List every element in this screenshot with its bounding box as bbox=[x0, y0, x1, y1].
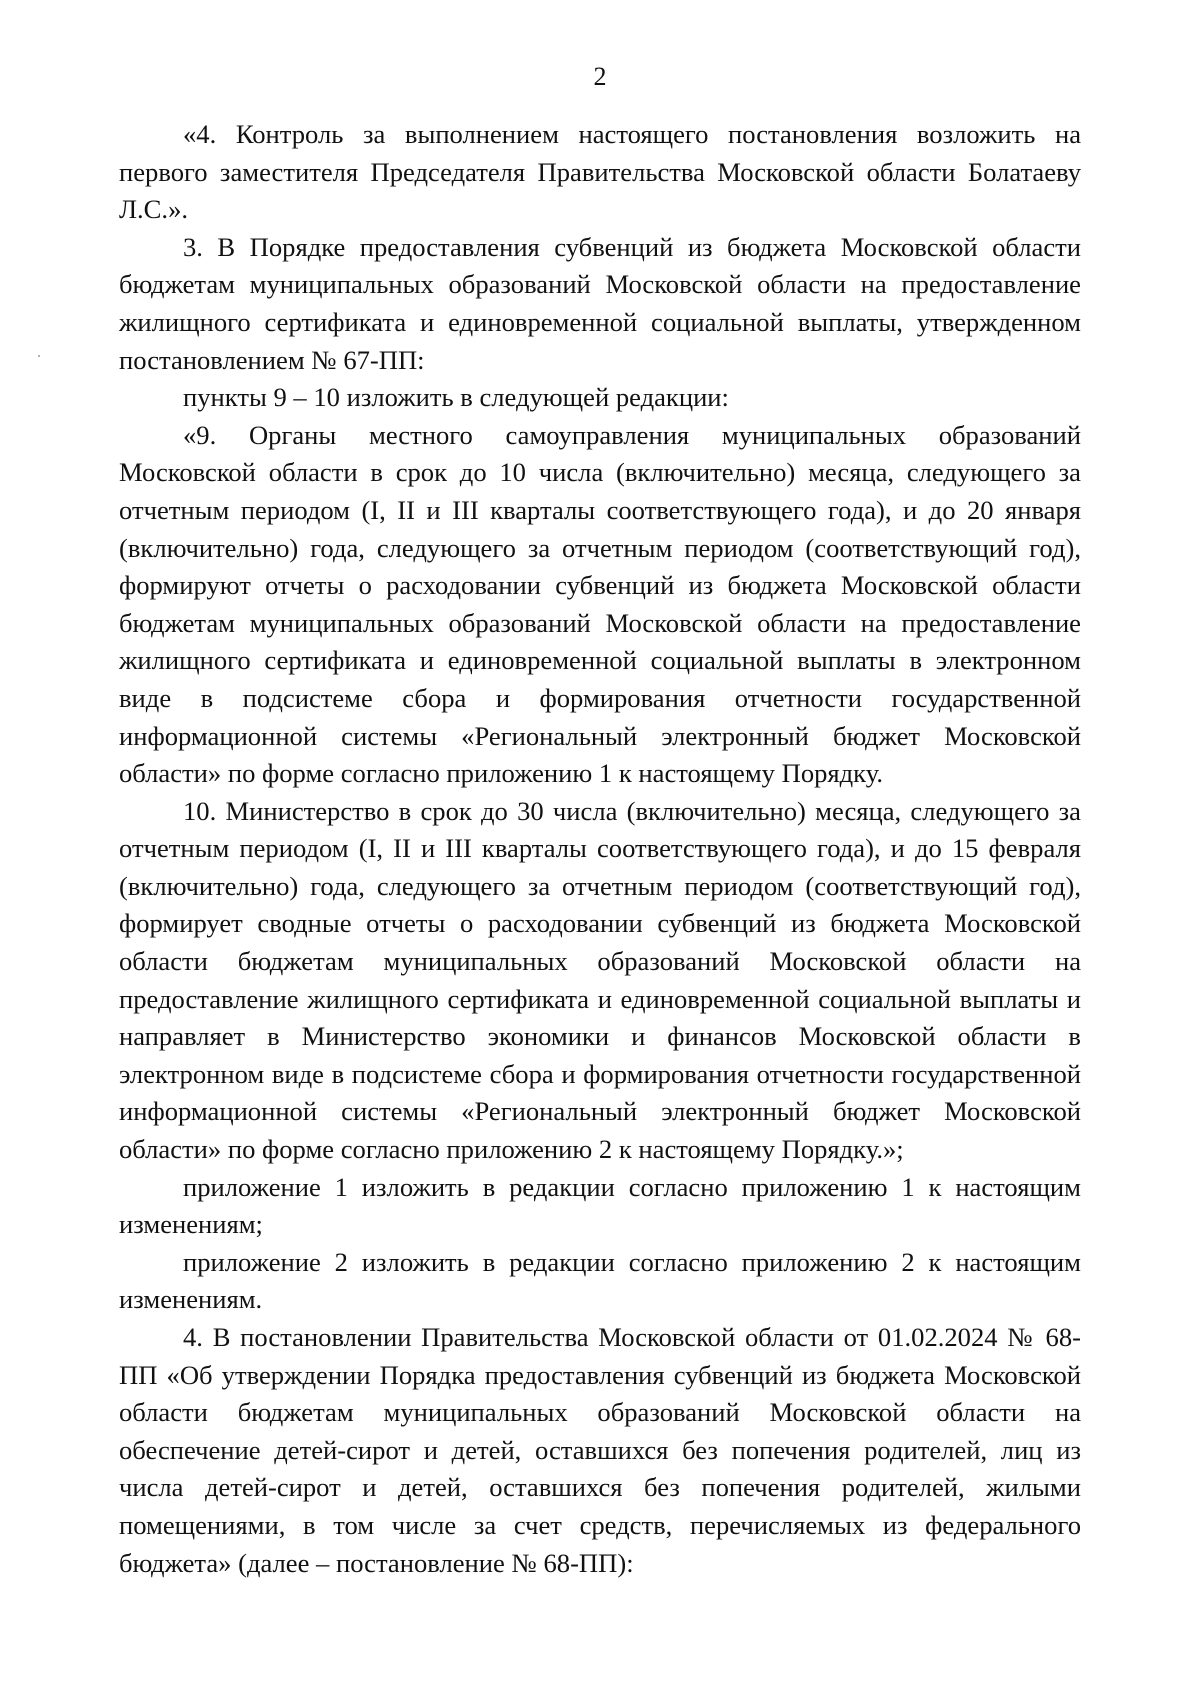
paragraph-appendix-1: приложение 1 изложить в редакции согласно приложению 1 к настоящим изменениям; bbox=[119, 1171, 1081, 1240]
paragraph-control-clause: «4. Контроль за выполнением настоящего постановления возложить на первого заместителя Председателя Правительства Московской области Болатаеву Л.С.». bbox=[119, 119, 1081, 225]
paragraph-points-9-10-intro: пункты 9 – 10 изложить в следующей редакции: bbox=[183, 382, 729, 413]
scan-speck bbox=[38, 355, 40, 357]
paragraph-point-9: «9. Органы местного самоуправления муниципальных образований Московской области в срок до 10 числа (включительно) месяца, следующего за отчетным периодом (I, II и III кварталы соответствующего года), и до 20 января (включительно) года, следующего за отчетным периодом (соответствующий год), формируют отчеты о расходовании субвенций из бюджета Московской области бюджетам муниципальных образований Московской области на предоставление жилищного сертификата и единовременной социальной выплаты в электронном виде в подсистеме сбора и формирования отчетности государственной информационной системы «Региональный электронный бюджет Московской области» по форме согласно приложению 1 к настоящему Порядку. bbox=[119, 419, 1081, 789]
paragraph-appendix-2: приложение 2 изложить в редакции согласно приложению 2 к настоящим изменениям. bbox=[119, 1246, 1081, 1315]
paragraph-item-4: 4. В постановлении Правительства Московской области от 01.02.2024 № 68-ПП «Об утверждении Порядка предоставления субвенций из бюджета Московской области бюджетам муниципальных образований Московской области на обеспечение детей-сирот и детей, оставшихся без попечения родителей, лиц из числа детей-сирот и детей, оставшихся без попечения родителей, жилыми помещениями, в том числе за счет средств, перечисляемых из федерального бюджета» (далее – постановление № 68-ПП): bbox=[119, 1322, 1081, 1578]
document-body bbox=[119, 116, 1081, 1582]
page-number: 2 bbox=[593, 62, 607, 91]
paragraph-item-3: 3. В Порядке предоставления субвенций из бюджета Московской области бюджетам муниципальных образований Московской области на предоставление жилищного сертификата и единовременной социальной выплаты, утвержденном постановлением № 67-ПП: bbox=[119, 231, 1081, 375]
paragraph-point-10: 10. Министерство в срок до 30 числа (включительно) месяца, следующего за отчетным периодом (I, II и III кварталы соответствующего года), и до 15 февраля (включительно) года, следующего за отчетным периодом (соответствующий год), формирует сводные отчеты о расходовании субвенций из бюджета Московской области бюджетам муниципальных образований Московской области на предоставление жилищного сертификата и единовременной социальной выплаты и направляет в Министерство экономики и финансов Московской области в электронном виде в подсистеме сбора и формирования отчетности государственной информационной системы «Региональный электронный бюджет Московской области» по форме согласно приложению 2 к настоящему Порядку.»; bbox=[119, 795, 1081, 1165]
